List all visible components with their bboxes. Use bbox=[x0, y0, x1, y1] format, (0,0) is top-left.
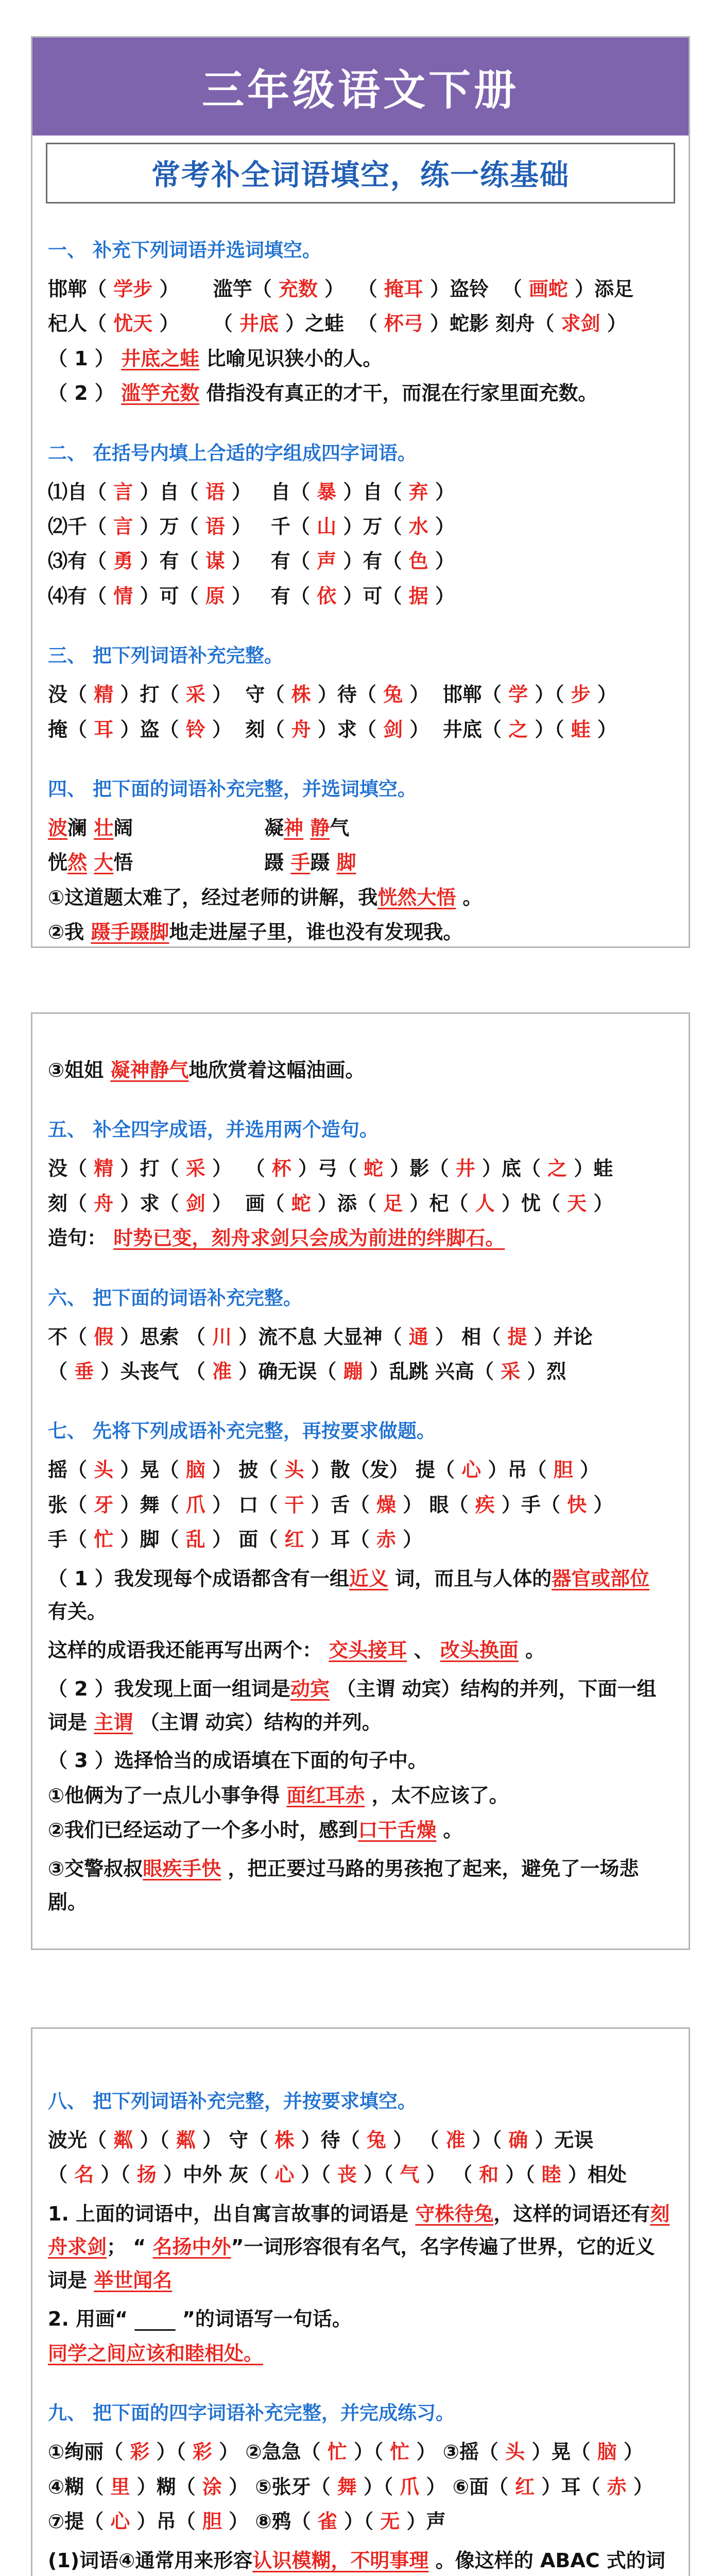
answer: 学步 bbox=[113, 278, 153, 300]
answer: 赤 bbox=[607, 2475, 627, 2498]
answer: 近义 bbox=[349, 1567, 388, 1590]
answer: 水 bbox=[408, 515, 428, 538]
answer: 舟 bbox=[94, 1192, 114, 1215]
answer: 雀 bbox=[317, 2510, 337, 2533]
answer: 气 bbox=[400, 2163, 420, 2187]
answer: 原 bbox=[205, 584, 225, 607]
answer: 脑 bbox=[597, 2441, 617, 2464]
answer: 采 bbox=[185, 683, 205, 706]
answer: 株 bbox=[274, 2129, 295, 2151]
answer: 壮 bbox=[94, 816, 114, 839]
s8-row-1: 波光（ 粼 ）（ 粼 ） 守（ 株 ）待（ 兔 ） （ 准 ）（ 确 ）无误 bbox=[48, 2129, 594, 2151]
answer: 脚 bbox=[336, 851, 356, 874]
answer: 求剑 bbox=[561, 312, 600, 335]
s5-row-1: 没（ 精 ）打（ 采 ） （ 杯 ）弓（ 蛇 ）影（ 井 ）底（ 之 ）蛙 bbox=[48, 1157, 613, 1180]
section-1-heading: 一、 补充下列词语并选词填空。 bbox=[48, 239, 321, 261]
answer: 红 bbox=[515, 2475, 535, 2498]
section-2-heading: 二、 在括号内填上合适的字组成四字词语。 bbox=[48, 442, 417, 464]
answer: 粼 bbox=[176, 2129, 196, 2151]
answer: 器官或部位 bbox=[552, 1567, 650, 1590]
answer: 举世闻名 bbox=[94, 2268, 173, 2292]
answer: 之 bbox=[508, 718, 528, 741]
answer: 舟 bbox=[291, 718, 311, 741]
answer: 主谓 bbox=[94, 1710, 133, 1734]
answer: 蛙 bbox=[571, 718, 591, 741]
answer: 恍然大悟 bbox=[377, 886, 456, 909]
answer: 扬 bbox=[136, 2163, 157, 2187]
answer: 足 bbox=[383, 1192, 403, 1215]
answer: 无 bbox=[380, 2510, 400, 2533]
s8-row-2: （ 名 ）（ 扬 ）中外 灰（ 心 ）（ 丧 ）（ 气 ） （ 和 ）（ 睦 ）相处 bbox=[48, 2163, 627, 2187]
answer: 睦 bbox=[541, 2163, 561, 2187]
worksheet-card-3 bbox=[31, 2027, 690, 2576]
answer: 精 bbox=[94, 683, 114, 706]
answer: 彩 bbox=[130, 2441, 150, 2464]
s7-q3b: ②我们已经运动了一个多小时，感到口干舌燥 。 bbox=[48, 1819, 463, 1842]
s7-q1: （ 1 ）我发现每个成语都含有一组近义 词，而且与人体的器官或部位 有关。 bbox=[48, 1567, 650, 1623]
s7-row-1: 摇（ 头 ）晃（ 脑 ） 披（ 头 ）散（发） 提（ 心 ）吊（ 胆 ） bbox=[48, 1459, 599, 1482]
answer: 波 bbox=[48, 816, 68, 839]
page-title: 三年级语文下册 bbox=[201, 65, 519, 115]
answer: 面红耳赤 bbox=[286, 1784, 365, 1807]
s1-row-2: 杞人（ 忧天 ） （ 井底 ）之蛙 （ 杯弓 ）蛇影 刻舟（ 求剑 ） bbox=[48, 312, 627, 335]
worksheet-card-2 bbox=[31, 1012, 690, 1950]
answer: 心 bbox=[274, 2163, 295, 2187]
answer: 准 bbox=[445, 2129, 466, 2151]
answer: 人 bbox=[475, 1192, 495, 1215]
section-5-heading: 五、 补全四字成语，并选用两个造句。 bbox=[48, 1118, 379, 1141]
answer: 采 bbox=[501, 1360, 521, 1383]
answer: 谋 bbox=[205, 550, 225, 573]
answer: 里 bbox=[110, 2475, 130, 2498]
answer: 牙 bbox=[94, 1493, 114, 1516]
answer: 爪 bbox=[185, 1493, 205, 1516]
answer: 步 bbox=[571, 683, 591, 706]
page-subtitle: 常考补全词语填空，练一练基础 bbox=[151, 159, 570, 192]
answer: 时势已变，刻舟求剑只会成为前进的绊脚石。 bbox=[113, 1227, 505, 1250]
s8-q2: 2. 用画“ ”的词语写一句话。 bbox=[48, 2307, 352, 2330]
answer: 据 bbox=[408, 584, 428, 607]
answer: 假 bbox=[94, 1325, 114, 1348]
answer: 改头换面 bbox=[440, 1638, 519, 1662]
s7-q3c: ③交警叔叔眼疾手快 ，把正要过马路的男孩抱了起来，避免了一场悲剧。 bbox=[48, 1857, 639, 1914]
answer: 井底之蛙 bbox=[121, 347, 200, 370]
answer: 神 bbox=[284, 816, 304, 839]
answer: 蛇 bbox=[291, 1192, 311, 1215]
s7-row-3: 手（ 忙 ）脚（ 乱 ） 面（ 红 ）耳（ 赤 ） bbox=[48, 1528, 423, 1551]
s8-q1: 1. 上面的词语中，出自寓言故事的词语是 守株待兔，这样的词语还有刻舟求剑； “ 名扬中外”一词形容很有名气，名字传遍了世界，它的近义词是 举世闻名 bbox=[48, 2202, 670, 2292]
s4-row-1: 波澜 壮阔 凝神 静气 bbox=[48, 816, 350, 839]
answer: 和 bbox=[479, 2163, 499, 2187]
answer: 杯 bbox=[271, 1157, 291, 1180]
s7-q1b: 这样的成语我还能再写出两个： 交头接耳 、 改头换面 。 bbox=[48, 1638, 545, 1662]
s9-q1: (1)词语④通常用来形容认识模糊，不明事理 。像这样的 ABAC 式的词 bbox=[48, 2549, 665, 2572]
section-9-heading: 九、 把下面的四字词语补充完整，并完成练习。 bbox=[48, 2402, 455, 2425]
answer: 乱 bbox=[185, 1528, 205, 1551]
answer: 杯弓 bbox=[384, 312, 423, 335]
answer: 忙 bbox=[390, 2441, 410, 2464]
answer: 株 bbox=[291, 683, 311, 706]
answer: 耳 bbox=[94, 718, 114, 741]
answer: 赤 bbox=[376, 1528, 396, 1551]
answer: 红 bbox=[284, 1528, 304, 1551]
s9-row-3: ⑦提（ 心 ）吊（ 胆 ） ⑧鸦（ 雀 ）（ 无 ）声 bbox=[48, 2510, 446, 2533]
s6-row-2: （ 垂 ）头丧气 （ 准 ）确无误（ 蹦 ）乱跳 兴高（ 采 ）烈 bbox=[48, 1360, 566, 1383]
answer: 剑 bbox=[383, 718, 403, 741]
answer: 爪 bbox=[400, 2475, 420, 2498]
answer: 蹦 bbox=[343, 1360, 363, 1383]
answer: 眼疾手快 bbox=[143, 1857, 221, 1880]
answer: 名扬中外 bbox=[152, 2235, 231, 2259]
answer: 画蛇 bbox=[528, 278, 568, 300]
answer: 兔 bbox=[383, 683, 403, 706]
answer: 掩耳 bbox=[384, 278, 423, 300]
answer: 同学之间应该和睦相处。 bbox=[48, 2342, 264, 2365]
section-3-heading: 三、 把下列词语补充完整。 bbox=[48, 645, 283, 667]
answer: 通 bbox=[408, 1325, 428, 1348]
answer: 大 bbox=[94, 851, 114, 874]
s6-row-1: 不（ 假 ）思索 （ 川 ）流不息 大显神（ 通 ） 相（ 提 ）并论 bbox=[48, 1325, 593, 1348]
answer: 情 bbox=[113, 584, 133, 607]
s4-q2: ②我 蹑手蹑脚地走进屋子里，谁也没有发现我。 bbox=[48, 921, 463, 944]
answer: 声 bbox=[317, 550, 337, 573]
section-7-heading: 七、 先将下列成语补充完整，再按要求做题。 bbox=[48, 1420, 436, 1443]
answer: 彩 bbox=[192, 2441, 212, 2464]
answer: 语 bbox=[205, 515, 225, 538]
answer: 快 bbox=[567, 1493, 587, 1516]
s1-q2: （ 2 ） 滥竽充数 借指没有真正的才干，而混在行家里面充数。 bbox=[48, 382, 598, 405]
s2-row-3: ⑶有（ 勇 ）有（ 谋 ） 有（ 声 ）有（ 色 ） bbox=[48, 550, 455, 573]
answer: 川 bbox=[212, 1325, 232, 1348]
answer: 言 bbox=[113, 480, 133, 503]
answer: 头 bbox=[505, 2441, 525, 2464]
s2-row-4: ⑷有（ 情 ）可（ 原 ） 有（ 依 ）可（ 据 ） bbox=[48, 584, 455, 607]
answer: 之 bbox=[547, 1157, 568, 1180]
answer: 舞 bbox=[337, 2475, 357, 2498]
s2-row-1: ⑴自（ 言 ）自（ 语 ） 自（ 暴 ）自（ 弃 ） bbox=[48, 480, 455, 503]
answer: 手 bbox=[290, 851, 311, 874]
answer: 然 bbox=[67, 851, 88, 874]
answer: 依 bbox=[317, 584, 337, 607]
answer: 提 bbox=[507, 1325, 527, 1348]
answer: 燥 bbox=[376, 1493, 396, 1516]
s5-row-2: 刻（ 舟 ）求（ 剑 ） 画（ 蛇 ）添（ 足 ）杞（ 人 ）忧（ 天 ） bbox=[48, 1192, 613, 1215]
answer: 认识模糊，不明事理 bbox=[252, 2549, 429, 2572]
answer: 学 bbox=[508, 683, 528, 706]
s7-q3: （ 3 ）选择恰当的成语填在下面的句子中。 bbox=[48, 1749, 427, 1772]
answer: 刻舟求剑 bbox=[48, 2202, 670, 2259]
blank bbox=[134, 2308, 175, 2330]
subtitle-box bbox=[46, 143, 675, 204]
answer: 脑 bbox=[185, 1459, 205, 1482]
answer: 勇 bbox=[113, 550, 133, 573]
answer: 井 bbox=[455, 1157, 475, 1180]
answer: 蹑手蹑脚 bbox=[91, 921, 169, 944]
answer: 垂 bbox=[74, 1360, 94, 1383]
s4-row-2: 恍然 大悟 蹑 手蹑 脚 bbox=[48, 851, 356, 874]
answer: 山 bbox=[317, 515, 337, 538]
answer: 头 bbox=[284, 1459, 304, 1482]
answer: 兔 bbox=[366, 2129, 386, 2151]
section-6-heading: 六、 把下面的词语补充完整。 bbox=[48, 1286, 302, 1309]
s9-row-2: ④糊（ 里 ）糊（ 涂 ） ⑤张牙（ 舞 ）（ 爪 ） ⑥面（ 红 ）耳（ 赤 ） bbox=[48, 2475, 653, 2498]
answer: 蛇 bbox=[364, 1157, 384, 1180]
s7-row-2: 张（ 牙 ）舞（ 爪 ） 口（ 干 ）舌（ 燥 ） 眼（ 疾 ）手（ 快 ） bbox=[48, 1493, 613, 1516]
s4-q3: ③姐姐 凝神静气地欣赏着这幅油画。 bbox=[48, 1059, 365, 1081]
answer: 言 bbox=[113, 515, 133, 538]
answer: 干 bbox=[284, 1493, 304, 1516]
answer: 丧 bbox=[337, 2163, 357, 2187]
s3-row-1: 没（ 精 ）打（ 采 ） 守（ 株 ）待（ 兔 ） 邯郸（ 学 ）（ 步 ） bbox=[48, 683, 617, 706]
answer: 动宾 bbox=[290, 1677, 330, 1701]
section-4-heading: 四、 把下面的词语补充完整，并选词填空。 bbox=[48, 777, 417, 800]
answer: 精 bbox=[94, 1157, 114, 1180]
answer: 疾 bbox=[475, 1493, 495, 1516]
answer: 色 bbox=[408, 550, 428, 573]
answer: 守株待兔 bbox=[415, 2202, 494, 2225]
answer: 铃 bbox=[185, 718, 205, 741]
answer: 胆 bbox=[553, 1459, 573, 1482]
section-8-heading: 八、 把下列词语补充完整，并按要求填空。 bbox=[48, 2090, 417, 2112]
s3-row-2: 掩（ 耳 ）盗（ 铃 ） 刻（ 舟 ）求（ 剑 ） 井底（ 之 ）（ 蛙 ） bbox=[48, 718, 617, 741]
answer: 弃 bbox=[408, 480, 428, 503]
s1-row-1: 邯郸（ 学步 ） 滥竽（ 充数 ） （ 掩耳 ）盗铃 （ 画蛇 ）添足 bbox=[48, 278, 633, 300]
answer: 采 bbox=[185, 1157, 205, 1180]
s7-q2: （ 2 ）我发现上面一组词是动宾 （主谓 动宾）结构的并列，下面一组词是 主谓 （主谓 动宾）结构的并列。 bbox=[48, 1677, 657, 1734]
answer: 剑 bbox=[185, 1192, 205, 1215]
s8-q2-answer bbox=[48, 2341, 673, 2366]
answer: 涂 bbox=[202, 2475, 222, 2498]
s1-q1: （ 1 ） 井底之蛙 比喻见识狭小的人。 bbox=[48, 347, 383, 370]
answer: 静 bbox=[310, 816, 330, 839]
worksheet-card-1 bbox=[31, 36, 690, 948]
s4-q1: ①这道题太难了，经过老师的讲解，我恍然大悟 。 bbox=[48, 886, 483, 909]
answer: 粼 bbox=[113, 2129, 133, 2151]
answer: 天 bbox=[567, 1192, 587, 1215]
answer: 确 bbox=[508, 2129, 528, 2151]
answer: 忙 bbox=[94, 1528, 114, 1551]
answer: 口干舌燥 bbox=[358, 1819, 437, 1842]
answer: 准 bbox=[212, 1360, 232, 1383]
title-banner bbox=[32, 38, 689, 135]
answer: 忧天 bbox=[113, 312, 153, 335]
s2-row-2: ⑵千（ 言 ）万（ 语 ） 千（ 山 ）万（ 水 ） bbox=[48, 515, 455, 538]
answer: 心 bbox=[461, 1459, 482, 1482]
answer: 心 bbox=[110, 2510, 130, 2533]
answer: 井底 bbox=[239, 312, 279, 335]
answer: 暴 bbox=[317, 480, 337, 503]
s9-row-1: ①绚丽（ 彩 ）（ 彩 ） ②急急（ 忙 ）（ 忙 ） ③摇（ 头 ）晃（ 脑 ） bbox=[48, 2441, 643, 2464]
s7-q3a: ①他俩为了一点儿小事争得 面红耳赤 ，太不应该了。 bbox=[48, 1784, 509, 1807]
answer: 胆 bbox=[202, 2510, 222, 2533]
answer: 滥竽充数 bbox=[121, 382, 200, 405]
answer: 头 bbox=[94, 1459, 114, 1482]
answer: 交头接耳 bbox=[329, 1638, 407, 1662]
answer: 语 bbox=[205, 480, 225, 503]
answer: 凝神静气 bbox=[110, 1059, 189, 1081]
answer: 名 bbox=[74, 2163, 94, 2187]
answer: 充数 bbox=[278, 278, 318, 300]
answer: 忙 bbox=[327, 2441, 347, 2464]
s5-sentence: 造句： 时势已变，刻舟求剑只会成为前进的绊脚石。 bbox=[48, 1227, 505, 1250]
